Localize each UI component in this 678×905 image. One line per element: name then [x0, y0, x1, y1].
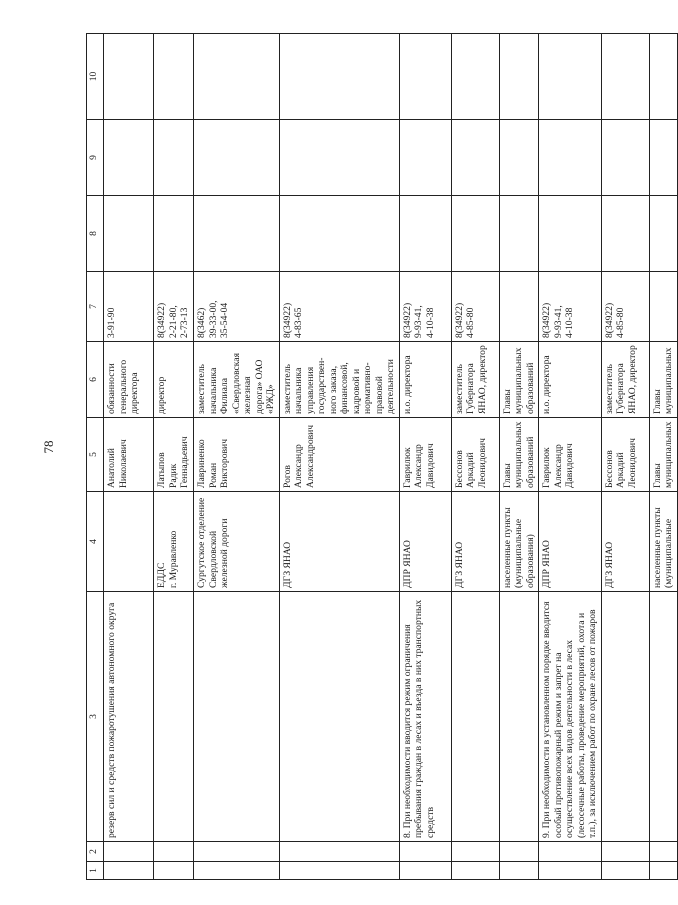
- empty-cell: [104, 34, 154, 120]
- column-number: 7: [87, 272, 104, 342]
- table-cell: [399, 418, 451, 492]
- table-cell: [279, 272, 399, 342]
- cell-text: директор: [156, 376, 167, 414]
- empty-cell: [649, 862, 677, 880]
- table-cell: [399, 272, 451, 342]
- empty-cell: [399, 196, 451, 272]
- cell-text: и.о. директора: [401, 355, 413, 414]
- table-cell: [649, 592, 677, 842]
- column-number: 5: [87, 418, 104, 492]
- table-cell: [539, 418, 602, 492]
- table-cell: [399, 592, 451, 842]
- table-cell: [649, 492, 677, 592]
- empty-cell: [539, 34, 602, 120]
- cell-text: Гаврилюк Александр Давидович: [401, 443, 436, 488]
- empty-cell: [451, 862, 499, 880]
- empty-cell: [649, 196, 677, 272]
- table-cell: [154, 272, 194, 342]
- column-number: 6: [87, 342, 104, 418]
- table-cell: [451, 418, 499, 492]
- table-cell: [601, 592, 649, 842]
- table-cell: [601, 492, 649, 592]
- table-cell: [154, 342, 194, 418]
- table-cell: [194, 418, 280, 492]
- table-row: [154, 34, 194, 880]
- header-row: [87, 34, 104, 880]
- empty-cell: [451, 842, 499, 862]
- empty-cell: [499, 842, 539, 862]
- cell-text: ДПР ЯНАО: [401, 540, 413, 588]
- column-number: 10: [87, 34, 104, 120]
- empty-cell: [154, 120, 194, 196]
- table-cell: [279, 342, 399, 418]
- table-row: [451, 34, 499, 880]
- table-cell: [499, 418, 539, 492]
- cell-text: 3-91-90: [106, 307, 117, 338]
- empty-cell: [399, 34, 451, 120]
- empty-cell: [539, 196, 602, 272]
- empty-cell: [154, 862, 194, 880]
- table-cell: [104, 272, 154, 342]
- table-cell: [601, 418, 649, 492]
- cell-text: Латыпов Радик Геннадьевич: [156, 436, 190, 488]
- table-cell: [539, 492, 602, 592]
- empty-cell: [194, 120, 280, 196]
- table-cell: [451, 592, 499, 842]
- table-cell: [399, 342, 451, 418]
- table-row: [649, 34, 677, 880]
- empty-cell: [154, 34, 194, 120]
- table-cell: [451, 492, 499, 592]
- column-number: 4: [87, 492, 104, 592]
- rotated-table-frame: [86, 34, 674, 880]
- empty-cell: [539, 120, 602, 196]
- table-cell: [539, 342, 602, 418]
- cell-text: ДГЗ ЯНАО: [603, 541, 615, 588]
- table-row: [194, 34, 280, 880]
- empty-cell: [499, 196, 539, 272]
- table-cell: [499, 342, 539, 418]
- empty-cell: [539, 862, 602, 880]
- cell-text: Гаврилюк Александр Давидович: [541, 443, 575, 488]
- cell-text: населенные пункты (муниципальные: [651, 507, 674, 588]
- empty-cell: [104, 842, 154, 862]
- cell-text: 8(34922) 9-93-41, 4-10-38: [541, 302, 575, 338]
- empty-cell: [399, 120, 451, 196]
- cell-text: населенные пункты (муниципальные образования): [501, 507, 536, 588]
- cell-text: заместитель Губернатора ЯНАО, директор: [453, 345, 488, 414]
- table-cell: [649, 418, 677, 492]
- table-cell: [154, 418, 194, 492]
- empty-cell: [601, 842, 649, 862]
- page-number: 78: [41, 440, 56, 454]
- cell-text: ЕДДС г. Муравленко: [156, 530, 179, 588]
- empty-cell: [649, 34, 677, 120]
- empty-cell: [104, 196, 154, 272]
- cell-text: Анатолий Николаевич: [106, 439, 129, 488]
- table-cell: [194, 342, 280, 418]
- cell-text: 9. При необходимости в установленном порядке вводится особый противопожарный режим и запрет на осуществление всех видов деятельности в лесах (лесосечные работы, проведение мероприятий, охота и т.п.), за исключением работ по охране лесов от пожаров: [541, 601, 598, 838]
- empty-cell: [194, 34, 280, 120]
- cell-text: 8(34922) 4-85-80: [603, 302, 626, 338]
- table-cell: [154, 492, 194, 592]
- table-cell: [104, 418, 154, 492]
- table-row: [499, 34, 539, 880]
- empty-cell: [451, 196, 499, 272]
- cell-text: Бессонов Аркадий Леонидович: [603, 438, 638, 488]
- table-cell: [194, 492, 280, 592]
- cell-text: Рогов Александр Александрович: [281, 424, 316, 488]
- cell-text: 8(34922) 4-83-65: [281, 302, 304, 338]
- empty-cell: [499, 120, 539, 196]
- cell-text: 8(34922) 4-85-80: [453, 302, 476, 338]
- cell-text: Главы муниципальных образований: [501, 421, 536, 488]
- cell-text: заместитель начальника управления государствен-ного заказа, финансовой, кадровой и нормативно-правовой деятельности: [281, 357, 396, 414]
- empty-cell: [601, 120, 649, 196]
- table-cell: [154, 592, 194, 842]
- empty-cell: [451, 120, 499, 196]
- empty-cell: [601, 862, 649, 880]
- empty-cell: [154, 196, 194, 272]
- empty-cell: [279, 862, 399, 880]
- column-number: 3: [87, 592, 104, 842]
- empty-cell: [104, 862, 154, 880]
- cell-text: ДГЗ ЯНАО: [453, 541, 465, 588]
- table-cell: [539, 272, 602, 342]
- empty-cell: [194, 862, 280, 880]
- table-row: [601, 34, 649, 880]
- cell-text: Бессонов Аркадий Леонидович: [453, 438, 488, 488]
- empty-cell: [649, 842, 677, 862]
- table-cell: [279, 418, 399, 492]
- cell-text: Главы муниципальных: [651, 347, 674, 414]
- empty-cell: [499, 862, 539, 880]
- table-cell: [649, 342, 677, 418]
- empty-cell: [499, 34, 539, 120]
- table-container: [86, 34, 674, 880]
- empty-cell: [154, 842, 194, 862]
- column-number: 1: [87, 862, 104, 880]
- table-row: [399, 34, 451, 880]
- cell-text: заместитель Губернатора ЯНАО, директор: [603, 345, 638, 414]
- table-cell: [399, 492, 451, 592]
- cell-text: Главы муниципальных образований: [501, 347, 536, 414]
- cell-text: резерв сил и средств пожаротушения автономного округа: [106, 602, 117, 838]
- empty-cell: [279, 196, 399, 272]
- empty-cell: [279, 120, 399, 196]
- table-cell: [649, 272, 677, 342]
- table-cell: [451, 272, 499, 342]
- cell-text: ДПР ЯНАО: [541, 540, 552, 588]
- table-cell: [104, 592, 154, 842]
- cell-text: 8(3462) 39-33-00, 35-54-04: [196, 300, 230, 338]
- cell-text: обязанности генерального директора: [106, 359, 140, 414]
- cell-text: ДГЗ ЯНАО: [281, 541, 293, 588]
- table-cell: [451, 342, 499, 418]
- column-number: 2: [87, 842, 104, 862]
- empty-cell: [649, 120, 677, 196]
- empty-cell: [194, 842, 280, 862]
- table-cell: [194, 592, 280, 842]
- empty-cell: [279, 34, 399, 120]
- empty-cell: [451, 34, 499, 120]
- cell-text: 8(34922) 2-21-80, 2-73-13: [156, 302, 190, 338]
- cell-text: 8. При необходимости вводится режим ограничения пребывания граждан в лесах и въезда в них транспортных средств: [401, 599, 436, 838]
- empty-cell: [399, 842, 451, 862]
- column-number: 9: [87, 120, 104, 196]
- table-cell: [601, 342, 649, 418]
- table-cell: [279, 492, 399, 592]
- cell-text: заместитель начальника Филиала «Свердловская железная дорога» ОАО «РЖД»: [196, 353, 276, 414]
- table-cell: [279, 592, 399, 842]
- cell-text: Лавриненко Роман Викторович: [196, 438, 230, 488]
- cell-text: и.о. директора: [541, 355, 552, 414]
- cell-text: 8(34922) 9-93-41, 4-10-38: [401, 302, 436, 338]
- table-row: [539, 34, 602, 880]
- empty-cell: [601, 196, 649, 272]
- column-number: 8: [87, 196, 104, 272]
- table-row: [104, 34, 154, 880]
- table-cell: [539, 592, 602, 842]
- data-table: [86, 33, 678, 880]
- empty-cell: [601, 34, 649, 120]
- table-cell: [499, 492, 539, 592]
- table-cell: [601, 272, 649, 342]
- empty-cell: [104, 120, 154, 196]
- table-cell: [499, 272, 539, 342]
- empty-cell: [399, 862, 451, 880]
- table-cell: [104, 492, 154, 592]
- empty-cell: [194, 196, 280, 272]
- empty-cell: [279, 842, 399, 862]
- cell-text: Сургутское отделение Свердловской железной дороги: [196, 497, 230, 588]
- cell-text: Главы муниципальных: [651, 421, 674, 488]
- table-cell: [194, 272, 280, 342]
- table-row: [279, 34, 399, 880]
- table-cell: [499, 592, 539, 842]
- table-cell: [104, 342, 154, 418]
- empty-cell: [539, 842, 602, 862]
